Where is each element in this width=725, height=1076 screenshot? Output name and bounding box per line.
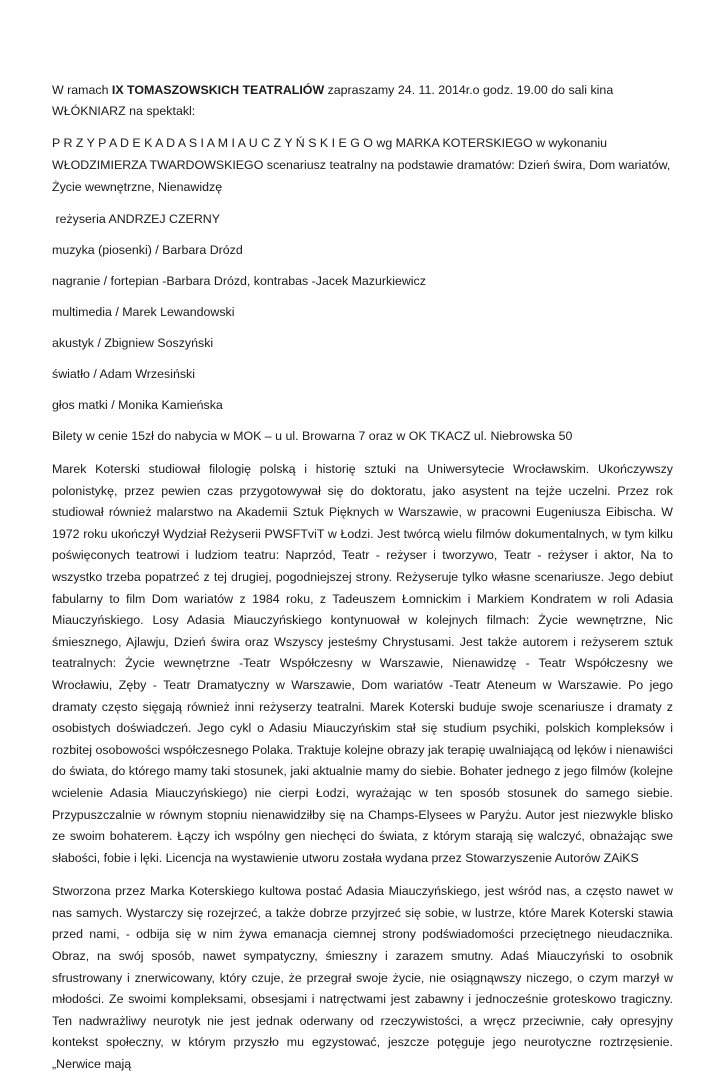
event-name: IX TOMASZOWSKICH TEATRALIÓW [111,83,325,97]
credit-director: reżyseria ANDRZEJ CZERNY [52,212,220,226]
performance-title: P R Z Y P A D E K A D A S I A M I A U C Z Y Ń S K I E G O wg MARKA KOTERSKIEGO w wykonaniu WŁODZIMIERZA TWARDOWSKIEGO scenariusz teatralny na podstawie dramatów: Dzień świra, Dom wariatów, Życie wewnętrzne, Nienawidzę [52,136,671,194]
biography-paragraph: Marek Koterski studiował filologię polską i historię sztuki na Uniwersytecie Wrocławskim. Ukończywszy polonistykę, przez pewien czas przygotowywał się do doktoratu, jako asystent na tejże uczelni. Przez rok studiował również malarstwo na Akademii Sztuk Pięknych w Warszawie, w pracowni Eugeniusza Eibischa. W 1972 roku ukończył Wydział Reżyserii PWSFTviT w Łodzi. Jest twórcą wielu filmów dokumentalnych, w tym kilku poświęconych teatrowi i ludziom teatru: Naprzód, Teatr - reżyser i tworzywo, Teatr - reżyser i aktor, Na to wszystko trzeba popatrzeć z tej drugiej, pogodniejszej strony. Reżyseruje tylko własne scenariusze. Jego debiut fabularny to film Dom wariatów z 1984 roku, z Tadeuszem Łomnickim i Markiem Kondratem w roli Adasia Miauczyńskiego. Losy Adasia Miauczyńskiego kontynuował w kolejnych filmach: Życie wewnętrzne, Nic śmiesznego, Ajlawju, Dzień świra oraz Wszyscy jesteśmy Chrystusami. Jest także autorem i reżyserem sztuk teatralnych: Życie wewnętrzne -Teatr Współczesny w Warszawie, Nienawidzę - Teatr Współczesny we Wrocławiu, Zęby - Teatr Dramatyczny w Warszawie, Dom wariatów -Teatr Ateneum w Warszawie. Po jego dramaty często sięgają również inni reżyserzy teatralni. Marek Koterski buduje swoje scenariusze i dramaty z osobistych doświadczeń. Jego cykl o Adasiu Miauczyńskim stał się studium psychiki, polskich kompleksów i rozbitej osobowości współczesnego Polaka. Traktuje kolejne obrazy jak terapię uwalniającą od lęków i nienawiści do świata, do którego mamy taki stosunek, jaki aktualnie mamy do siebie. Bohater jednego z jego filmów (kolejne wcielenie Adasia Miauczyńskiego) nie cierpi Łodzi, wyrażając w ten sposób stosunek do samego siebie. Przypuszczalnie w równym stopniu nienawidziłby się na Champs-Elysees w Paryżu. Autor jest niezwykle blisko ze swoim bohaterem. Łączy ich wspólny gen niechęci do świata, z którym starają się walczyć, obnażając swe słabości, fobie i lęki. Licencja na wystawienie utworu została wydana przez Stowarzyszenie Autorów ZAiKS [52,462,673,865]
intro-suffix: zapraszamy 24. 11. 2014r.o godz. 19.00 do sali kina WŁÓKNIARZ na spektakl: [52,83,614,118]
credit-music: muzyka (piosenki) / Barbara Drózd [52,243,243,257]
credit-multimedia: multimedia / Marek Lewandowski [52,305,235,319]
tickets-info: Bilety w cenie 15zł do nabycia w MOK – u ul. Browarna 7 oraz w OK TKACZ ul. Niebrowska 50 [52,429,573,443]
credit-acoustics: akustyk / Zbigniew Soszyński [52,336,214,350]
intro-paragraph [52,80,673,122]
intro-prefix: W ramach [52,83,112,97]
credits-list [52,208,673,416]
character-paragraph: Stworzona przez Marka Koterskiego kultowa postać Adasia Miauczyńskiego, jest wśród nas, a często nawet w nas samych. Wystarczy się rozejrzeć, a także dobrze przyjrzeć się sobie, w lustrze, które Marek Koterski stawia przed nami, - odbija się w nim żywa emanacja ciemnej strony podświadomości przeciętnego nieudacznika. Obraz, na swój sposób, nawet sympatyczny, śmieszny i zarazem smutny. Adaś Miauczyński to osobnik sfrustrowany i znerwicowany, który czuje, że przegrał swoje życie, nie osiągnąwszy niczego, o czym marzył w młodości. Ze swoimi kompleksami, obsesjami i natręctwami jest zabawny i jednocześnie groteskowo tragiczny. Ten nadwrażliwy neurotyk nie jest jednak oderwany od rzeczywistości, a wręcz przeciwnie, cały opresyjny kontekst społeczny, w którym przyszło mu egzystować, jeszcze potęguje jego neurotyczne roztrzęsienie. „Nerwice mają [52,884,673,1072]
credit-lighting: światło / Adam Wrzesiński [52,367,195,381]
credit-recording: nagranie / fortepian -Barbara Drózd, kontrabas -Jacek Mazurkiewicz [52,274,426,288]
credit-voice: głos matki / Monika Kamieńska [52,398,223,412]
